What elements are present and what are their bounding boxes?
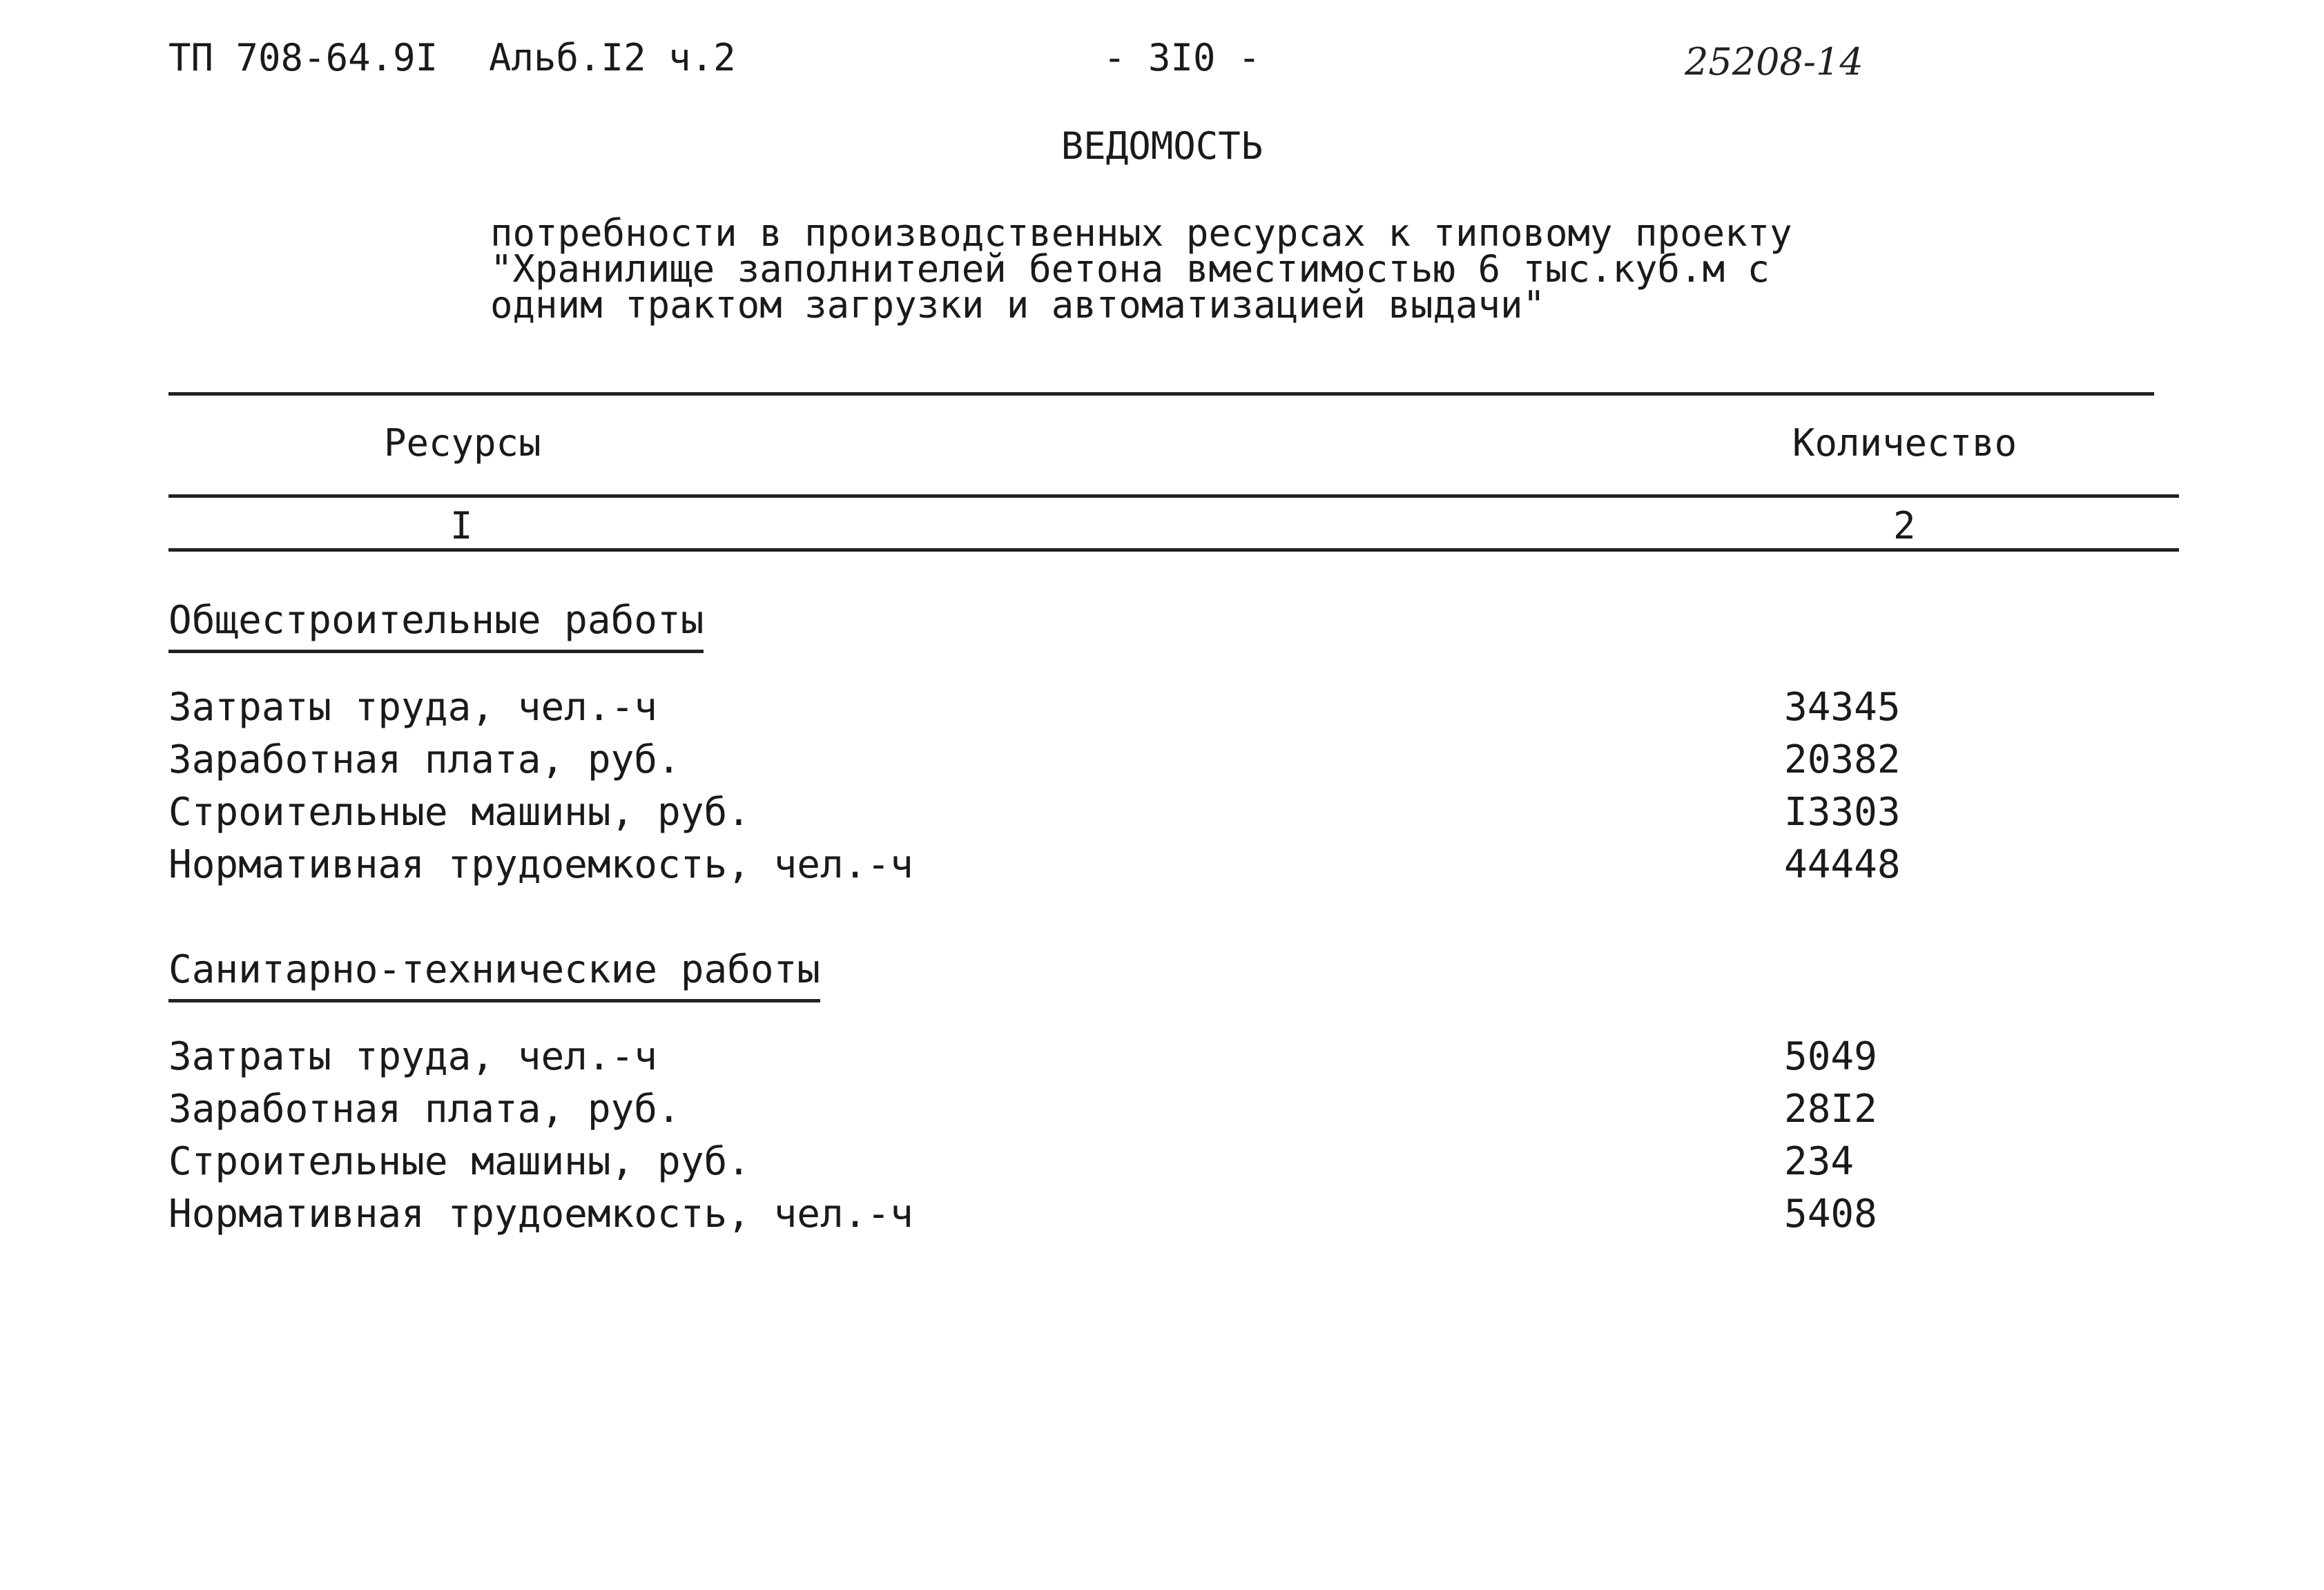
table-row (168, 790, 2240, 842)
document-title: ВЕДОМОСТЬ (1061, 124, 1263, 168)
table-row (168, 737, 2240, 790)
table-top-rule (168, 392, 2154, 396)
resource-name: Нормативная трудоемкость, чел.-ч (168, 1192, 913, 1237)
resource-quantity: 234 (1784, 1139, 1855, 1184)
column-header-resources: Ресурсы (384, 421, 541, 465)
section-heading (168, 947, 820, 1002)
document-subtitle (490, 211, 1792, 327)
table-row (168, 1192, 2240, 1244)
page-number: - 3I0 - (1103, 36, 1261, 79)
archive-number: 25208-14 (1685, 40, 1863, 84)
doc-code: ТП 708-64.9I (168, 36, 438, 79)
subtitle-line: "Хранилище заполнителей бетона вместимостью 6 тыс.куб.м с (490, 247, 1770, 291)
resource-quantity: I3303 (1784, 790, 1901, 835)
table-row (168, 1087, 2240, 1139)
section-title: Санитарно-технические работы (168, 947, 820, 1002)
resource-name: Затраты труда, чел.-ч (168, 685, 658, 730)
column-number-1: I (450, 504, 473, 547)
column-number-2: 2 (1893, 504, 1916, 547)
resource-name: Заработная плата, руб. (168, 737, 681, 782)
resource-quantity: 28I2 (1784, 1087, 1877, 1132)
album-number: Альб.I2 ч.2 (489, 36, 736, 79)
table-row (168, 842, 2240, 895)
resource-name: Строительные машины, руб. (168, 1139, 751, 1184)
resource-name: Затраты труда, чел.-ч (168, 1034, 658, 1079)
table-row (168, 1139, 2240, 1192)
resource-quantity: 44448 (1784, 842, 1901, 887)
section-title: Общестроительные работы (168, 598, 704, 653)
table-row (168, 1034, 2240, 1087)
table-row (168, 685, 2240, 737)
resource-quantity: 5408 (1784, 1192, 1877, 1237)
section-heading (168, 598, 704, 653)
column-header-quantity: Количество (1792, 421, 2017, 465)
subtitle-line: одним трактом загрузки и автоматизацией выдачи" (490, 283, 1546, 327)
subtitle-line: потребности в производственных ресурсах к типовому проекту (490, 211, 1792, 255)
resource-name: Заработная плата, руб. (168, 1087, 681, 1132)
resource-quantity: 34345 (1784, 685, 1901, 730)
resource-quantity: 20382 (1784, 737, 1901, 782)
header-divider-rule (168, 494, 2179, 498)
resource-quantity: 5049 (1784, 1034, 1877, 1079)
resource-name: Нормативная трудоемкость, чел.-ч (168, 842, 913, 887)
header-bottom-rule (168, 548, 2179, 552)
resource-name: Строительные машины, руб. (168, 790, 751, 835)
